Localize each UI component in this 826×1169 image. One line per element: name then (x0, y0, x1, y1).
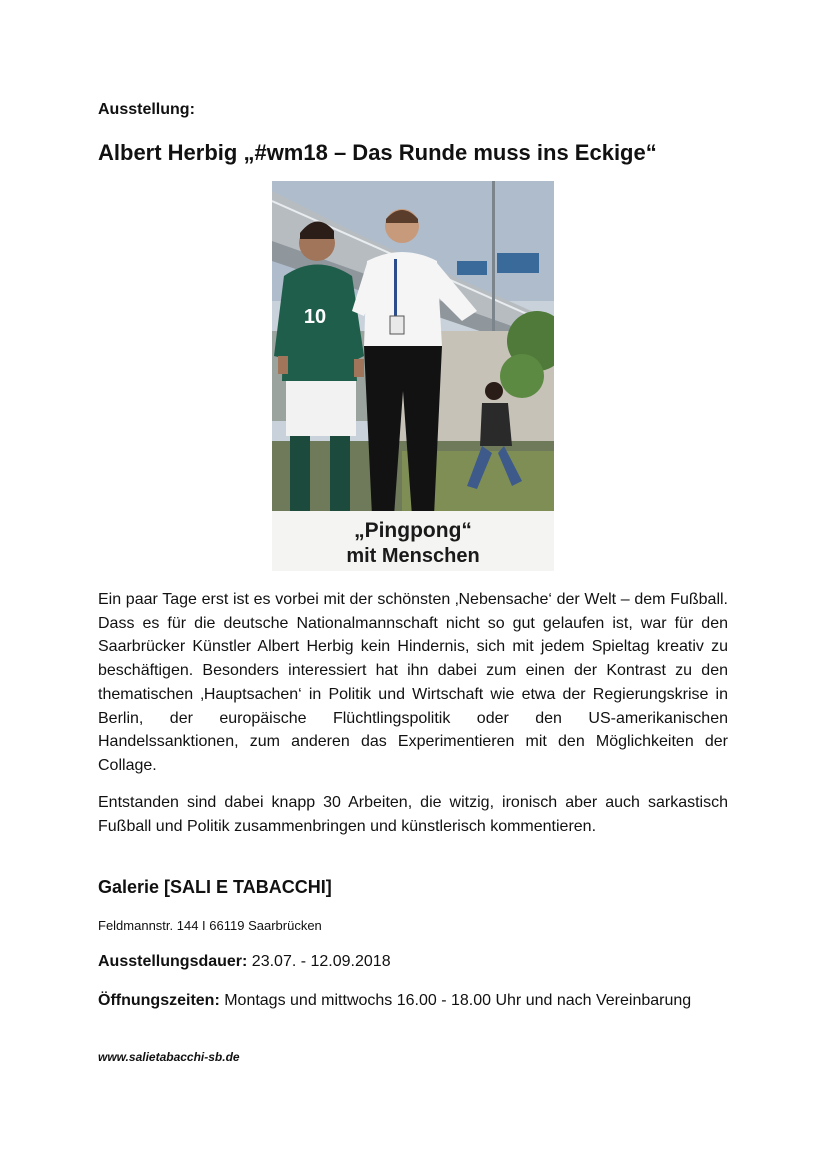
jersey-number: 10 (303, 306, 327, 328)
exhibition-title: Albert Herbig „#wm18 – Das Runde muss ins Eckige“ (98, 140, 657, 165)
website-link[interactable]: www.salietabacchi-sb.de (98, 1050, 240, 1064)
section-label: Ausstellung: (98, 101, 195, 118)
collage-image (272, 181, 554, 571)
collage-illustration (272, 181, 554, 571)
opening-hours (98, 989, 698, 1013)
body-paragraph-1: Ein paar Tage erst ist es vorbei mit der schönsten ‚Nebensache‘ der Welt – dem Fußball. Dass es für die deutsche Nationalmannschaft nicht so gut gelaufen ist, war für den Saarbrücker Künstler Albert Herbig kein Hindernis, sich mit jedem Spieltag kreativ zu beschäftigen. Besonders interessiert hat ihn dabei zum einen der Kontrast zu den thematischen ‚Hauptsachen‘ in Politik und Wirtschaft wie etwa der Regierungskrise in Berlin, der europäische Flüchtlingspolitik oder den US-amerikanischen Handelssanktionen, zum anderen das Experimentieren mit den Möglichkeiten der Collage. (98, 591, 728, 774)
exhibition-duration (98, 953, 391, 971)
hours-value: Montags und mittwochs 16.00 - 18.00 Uhr und nach Vereinbarung (219, 992, 692, 1009)
image-caption-line1: „Pingpong“ (354, 519, 472, 542)
image-caption-line2: mit Menschen (346, 545, 480, 567)
gallery-address: Feldmannstr. 144 I 66119 Saarbrücken (98, 918, 322, 933)
hours-label: Öffnungszeiten: (98, 992, 220, 1009)
duration-label: Ausstellungsdauer: (98, 953, 248, 970)
body-paragraph-2: Entstanden sind dabei knapp 30 Arbeiten, die witzig, ironisch aber auch sarkastisch Fußball und Politik zusammenbringen und künstlerisch kommentieren. (98, 794, 728, 835)
gallery-name: Galerie [SALI E TABACCHI] (98, 877, 332, 897)
duration-value: 23.07. - 12.09.2018 (247, 953, 391, 970)
